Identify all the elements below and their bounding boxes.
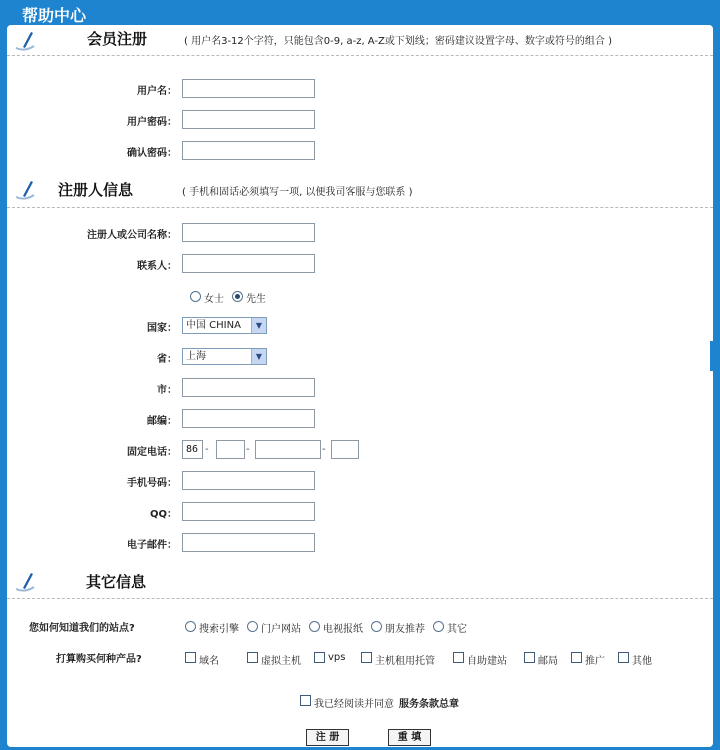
source-option-label: 其它	[447, 624, 467, 635]
product-option-label: vps	[328, 652, 346, 663]
product-option-label: 虚拟主机	[261, 656, 301, 667]
chevron-down-icon[interactable]: ▼	[251, 318, 266, 333]
source-option-label: 搜索引擎	[199, 624, 239, 635]
product-checkbox[interactable]	[571, 652, 582, 663]
city-label: 市：	[157, 385, 177, 396]
product-checkbox[interactable]	[618, 652, 629, 663]
terms-link[interactable]: 服务条款总章	[399, 699, 459, 710]
agree-text: 我已经阅读并同意	[314, 699, 394, 710]
products-label: 打算购买何种产品?	[56, 654, 142, 665]
phone-area-code-input[interactable]	[216, 440, 245, 459]
zip-input[interactable]	[182, 409, 315, 428]
phone-number-input[interactable]	[255, 440, 321, 459]
source-label: 您如何知道我们的站点?	[29, 623, 135, 634]
gender-male-radio[interactable]	[232, 291, 243, 302]
country-label: 国家：	[147, 323, 177, 334]
email-label: 电子邮件：	[127, 540, 177, 551]
product-option-label: 域名	[199, 656, 219, 667]
product-checkbox[interactable]	[524, 652, 535, 663]
email-input[interactable]	[182, 533, 315, 552]
product-checkbox[interactable]	[361, 652, 372, 663]
window-title: 帮助中心	[22, 6, 87, 25]
source-radio[interactable]	[247, 621, 258, 632]
product-checkbox[interactable]	[453, 652, 464, 663]
gender-male-label: 先生	[246, 294, 266, 305]
product-option-label: 自助建站	[467, 656, 507, 667]
phone-separator: -	[205, 444, 209, 455]
pen-icon	[13, 177, 37, 201]
province-selected-value: 上海	[186, 351, 206, 362]
product-checkbox[interactable]	[247, 652, 258, 663]
source-option-label: 电视报纸	[323, 624, 363, 635]
product-option-label: 邮局	[538, 656, 558, 667]
pen-icon	[13, 569, 37, 593]
contact-input[interactable]	[182, 254, 315, 273]
qq-input[interactable]	[182, 502, 315, 521]
section-title-registrant: 注册人信息	[58, 181, 134, 199]
pen-icon	[13, 28, 37, 52]
source-radio[interactable]	[309, 621, 320, 632]
company-input[interactable]	[182, 223, 315, 242]
zip-label: 邮编：	[147, 416, 177, 427]
product-option-label: 其他	[632, 656, 652, 667]
country-select[interactable]	[182, 317, 267, 334]
source-radio[interactable]	[371, 621, 382, 632]
section-title-other: 其它信息	[86, 573, 147, 591]
section-title-member: 会员注册	[87, 30, 148, 48]
phone-label: 固定电话：	[127, 447, 177, 458]
product-option-label: 推广	[585, 656, 605, 667]
section-note-registrant: ( 手机和固话必须填写一项, 以便我司客服与您联系 )	[182, 187, 413, 198]
phone-separator: -	[246, 444, 250, 455]
province-select[interactable]	[182, 348, 267, 365]
username-input[interactable]	[182, 79, 315, 98]
qq-label: QQ：	[149, 509, 177, 520]
window-titlebar	[0, 0, 720, 26]
phone-country-code-input[interactable]	[182, 440, 203, 459]
province-label: 省：	[157, 354, 177, 365]
source-radio[interactable]	[185, 621, 196, 632]
phone-separator: -	[322, 444, 326, 455]
confirm-password-label: 确认密码：	[127, 148, 177, 159]
page-edge-marker	[710, 341, 713, 371]
source-option-label: 门户网站	[261, 624, 301, 635]
chevron-down-icon[interactable]: ▼	[251, 349, 266, 364]
agree-checkbox[interactable]	[300, 695, 311, 706]
country-selected-value: 中国 CHINA	[186, 320, 241, 331]
contact-label: 联系人：	[137, 261, 177, 272]
gender-female-label: 女士	[204, 294, 224, 305]
submit-button[interactable]: 注 册	[306, 729, 349, 746]
product-option-label: 主机租用托管	[375, 656, 435, 667]
username-label: 用户名：	[137, 86, 177, 97]
mobile-label: 手机号码：	[127, 478, 177, 489]
confirm-password-input[interactable]	[182, 141, 315, 160]
divider	[7, 207, 713, 208]
registration-panel	[7, 25, 713, 747]
mobile-input[interactable]	[182, 471, 315, 490]
source-radio[interactable]	[433, 621, 444, 632]
product-checkbox[interactable]	[185, 652, 196, 663]
city-input[interactable]	[182, 378, 315, 397]
phone-extension-input[interactable]	[331, 440, 359, 459]
password-input[interactable]	[182, 110, 315, 129]
divider	[7, 598, 713, 599]
source-option-label: 朋友推荐	[385, 624, 425, 635]
divider	[7, 55, 713, 56]
product-checkbox[interactable]	[314, 652, 325, 663]
password-label: 用户密码：	[127, 117, 177, 128]
company-label: 注册人或公司名称：	[87, 230, 177, 241]
gender-female-radio[interactable]	[190, 291, 201, 302]
reset-button[interactable]: 重 填	[388, 729, 431, 746]
section-note-member: ( 用户名3-12个字符，只能包含0-9, a-z, A-Z或下划线；密码建议设置字母、数字或符号的组合 )	[184, 36, 612, 47]
